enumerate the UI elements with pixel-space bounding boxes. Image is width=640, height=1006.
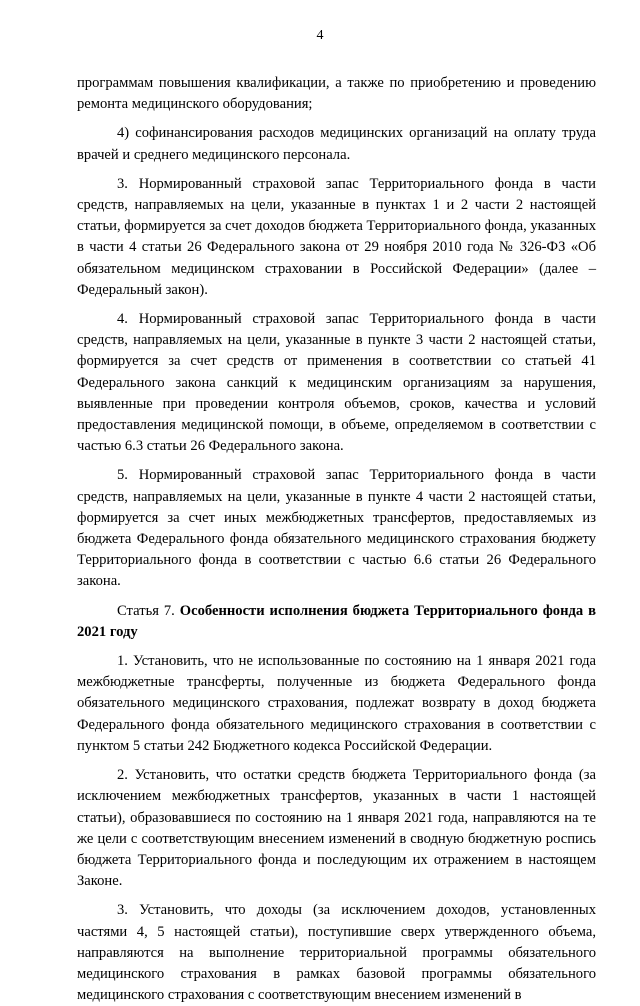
article-paragraph-3: 3. Установить, что доходы (за исключением доходов, установленных частями 4, 5 настоящей статьи), поступившие сверх утвержденного объема, направляются на выполнение территориальной программы обязательного медицинского страхования в рамках базовой программы обязательного медицинского страхования с соответствующим внесением изменений в bbox=[77, 902, 596, 1004]
article-heading bbox=[77, 601, 596, 643]
article-paragraph-1: 1. Установить, что не использованные по состоянию на 1 января 2021 года межбюджетные трансферты, полученные из бюджета Федерального фонда обязательного медицинского страхования, подлежат возврату в доход бюджета Федерального фонда обязательного медицинского страхования в соответствии с пунктом 5 статьи 242 Бюджетного кодекса Российской Федерации. bbox=[77, 653, 596, 754]
article-label: Статья 7. bbox=[117, 602, 175, 619]
paragraph-part-4: 4. Нормированный страховой запас Территориального фонда в части средств, направляемых на цели, указанные в пункте 3 части 2 настоящей статьи, формируется за счет средств от применения в соответствии со статьей 41 Федерального закона санкций к медицинским организациям за нарушения, выявленные при проведении контроля объемов, сроков, качества и условий предоставления медицинской помощи, в объеме, определяемом в соответствии с частью 6.3 статьи 26 Федерального закона. bbox=[77, 311, 596, 455]
article-paragraph-2: 2. Установить, что остатки средств бюджета Территориального фонда (за исключением межбюджетных трансфертов, указанных в части 1 настоящей статьи), образовавшиеся по состоянию на 1 января 2021 года, направляются на те же цели с соответствующим внесением изменений в сводную бюджетную роспись бюджета Территориального фонда и последующим их отражением в настоящем Законе. bbox=[77, 767, 596, 890]
page-number: 4 bbox=[316, 28, 324, 43]
paragraph-continuation: программам повышения квалификации, а также по приобретению и проведению ремонта медицинского оборудования; bbox=[77, 75, 596, 113]
paragraph-part-5: 5. Нормированный страховой запас Территориального фонда в части средств, направляемых на цели, указанные в пункте 4 части 2 настоящей статьи, формируется за счет иных межбюджетных трансфертов, предоставляемых из бюджета Федерального фонда обязательного медицинского страхования бюджету Территориального фонда в соответствии с частью 6.6 статьи 26 Федерального закона. bbox=[77, 467, 596, 590]
paragraph-part-3: 3. Нормированный страховой запас Территориального фонда в части средств, направляемых на цели, указанные в пунктах 1 и 2 части 2 настоящей статьи, формируется за счет доходов бюджета Территориального фонда, указанных в части 4 статьи 26 Федерального закона от 29 ноября 2010 года № 326-ФЗ «Об обязательном медицинском страховании в Российской Федерации» (далее – Федеральный закон). bbox=[77, 175, 596, 298]
paragraph-item-4: 4) софинансирования расходов медицинских организаций на оплату труда врачей и среднего медицинского персонала. bbox=[77, 125, 596, 163]
document-body bbox=[77, 73, 596, 1006]
article-title: Особенности исполнения бюджета Территориального фонда в 2021 году bbox=[77, 602, 596, 640]
